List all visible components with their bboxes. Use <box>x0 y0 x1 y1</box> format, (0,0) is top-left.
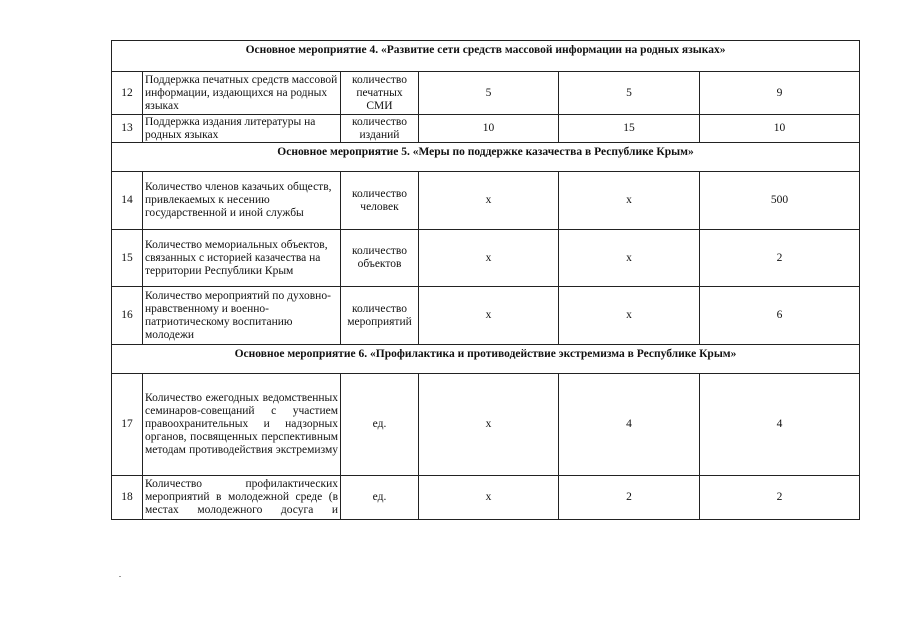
value-cell-3: 2 <box>700 476 860 520</box>
value-cell-1: х <box>419 230 559 287</box>
section-header-row <box>112 143 860 172</box>
value-cell-1: х <box>419 172 559 230</box>
unit-cell: количество мероприятий <box>341 287 419 345</box>
table-row <box>112 230 860 287</box>
value-cell-3: 2 <box>700 230 860 287</box>
unit-cell: количество печатных СМИ <box>341 72 419 115</box>
indicator-description: Поддержка печатных средств массовой информации, издающихся на родных языках <box>143 72 341 115</box>
indicator-description: Количество мемориальных объектов, связанных с историей казачества на территории Республики Крым <box>143 230 341 287</box>
unit-cell: количество объектов <box>341 230 419 287</box>
row-number: 17 <box>112 374 143 476</box>
unit-cell: количество человек <box>341 172 419 230</box>
indicator-description: Количество ежегодных ведомственных семинаров-совещаний с участием правоохранительных и надзорных органов, посвященных перспективным методам противодействия экстремизму <box>143 374 341 476</box>
value-cell-2: 2 <box>559 476 700 520</box>
value-cell-2: 5 <box>559 72 700 115</box>
row-number: 18 <box>112 476 143 520</box>
table-row <box>112 374 860 476</box>
value-cell-1: х <box>419 476 559 520</box>
unit-cell: ед. <box>341 374 419 476</box>
unit-cell: ед. <box>341 476 419 520</box>
section-title: Основное мероприятие 6. «Профилактика и противодействие экстремизма в Республике Крым» <box>112 345 860 374</box>
row-number: 12 <box>112 72 143 115</box>
value-cell-2: х <box>559 287 700 345</box>
indicator-description: Количество членов казачьих обществ, привлекаемых к несению государственной и иной службы <box>143 172 341 230</box>
value-cell-2: х <box>559 230 700 287</box>
indicator-description: Количество профилактических мероприятий в молодежной среде (в местах молодежного досуга и <box>143 476 341 520</box>
value-cell-1: 5 <box>419 72 559 115</box>
value-cell-1: 10 <box>419 115 559 143</box>
indicators-table <box>111 40 860 520</box>
table-row <box>112 115 860 143</box>
value-cell-2: 4 <box>559 374 700 476</box>
section-header-row <box>112 345 860 374</box>
value-cell-3: 6 <box>700 287 860 345</box>
table-row <box>112 476 860 520</box>
value-cell-3: 500 <box>700 172 860 230</box>
section-header-row <box>112 41 860 72</box>
row-number: 13 <box>112 115 143 143</box>
row-number: 14 <box>112 172 143 230</box>
value-cell-3: 10 <box>700 115 860 143</box>
table-row <box>112 72 860 115</box>
table-row <box>112 287 860 345</box>
scan-speck <box>119 576 121 577</box>
value-cell-1: х <box>419 374 559 476</box>
value-cell-3: 4 <box>700 374 860 476</box>
value-cell-2: 15 <box>559 115 700 143</box>
section-title: Основное мероприятие 5. «Меры по поддержке казачества в Республике Крым» <box>112 143 860 172</box>
indicator-description: Количество мероприятий по духовно-нравственному и военно-патриотическому воспитанию молодежи <box>143 287 341 345</box>
section-title: Основное мероприятие 4. «Развитие сети средств массовой информации на родных языках» <box>112 41 860 72</box>
value-cell-1: х <box>419 287 559 345</box>
table-row <box>112 172 860 230</box>
value-cell-3: 9 <box>700 72 860 115</box>
indicator-description: Поддержка издания литературы на родных языках <box>143 115 341 143</box>
value-cell-2: х <box>559 172 700 230</box>
row-number: 16 <box>112 287 143 345</box>
row-number: 15 <box>112 230 143 287</box>
unit-cell: количество изданий <box>341 115 419 143</box>
